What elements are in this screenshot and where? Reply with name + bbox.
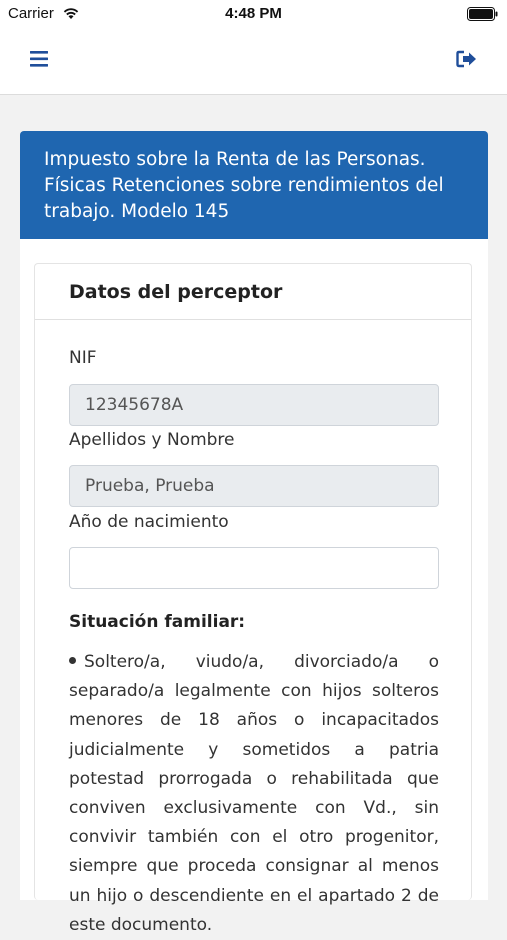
birth-year-input[interactable] (69, 547, 439, 589)
section-title: Datos del perceptor (69, 281, 283, 303)
nav-bar (0, 28, 507, 95)
form-card (20, 239, 488, 935)
status-bar (0, 0, 507, 28)
perceptor-section (34, 263, 472, 935)
section-header (35, 264, 471, 320)
battery-icon (467, 7, 499, 21)
hamburger-menu-icon[interactable] (28, 48, 50, 70)
birth-year-label: Año de nacimiento (69, 512, 229, 532)
nif-label: NIF (69, 348, 97, 368)
status-time: 4:48 PM (225, 5, 282, 22)
form-title: Impuesto sobre la Renta de las Personas. Físicas Retenciones sobre rendimientos del trabajo. Modelo 145 (44, 149, 444, 222)
name-label: Apellidos y Nombre (69, 430, 235, 450)
carrier-label: Carrier (8, 5, 54, 22)
family-option-text: Soltero/a, viudo/a, divorciado/a o separado/a legalmente con hijos solteros menores de 18 años o incapacitados judicialmente y sometidos a patria potestad prorrogada o rehabilitada que conviven exclusivamente con Vd., sin convivir también con el otro progenitor, siempre que proceda consignar al menos un hijo o descendiente en el apartado 2 de este documento. (69, 652, 439, 935)
form-title-banner (20, 131, 488, 239)
bullet-icon (69, 657, 76, 664)
name-field: Prueba, Prueba (69, 465, 439, 507)
nif-field: 12345678A (69, 384, 439, 426)
sign-out-icon[interactable] (455, 48, 479, 70)
family-option[interactable] (69, 648, 439, 940)
family-situation-heading: Situación familiar: (69, 612, 246, 632)
